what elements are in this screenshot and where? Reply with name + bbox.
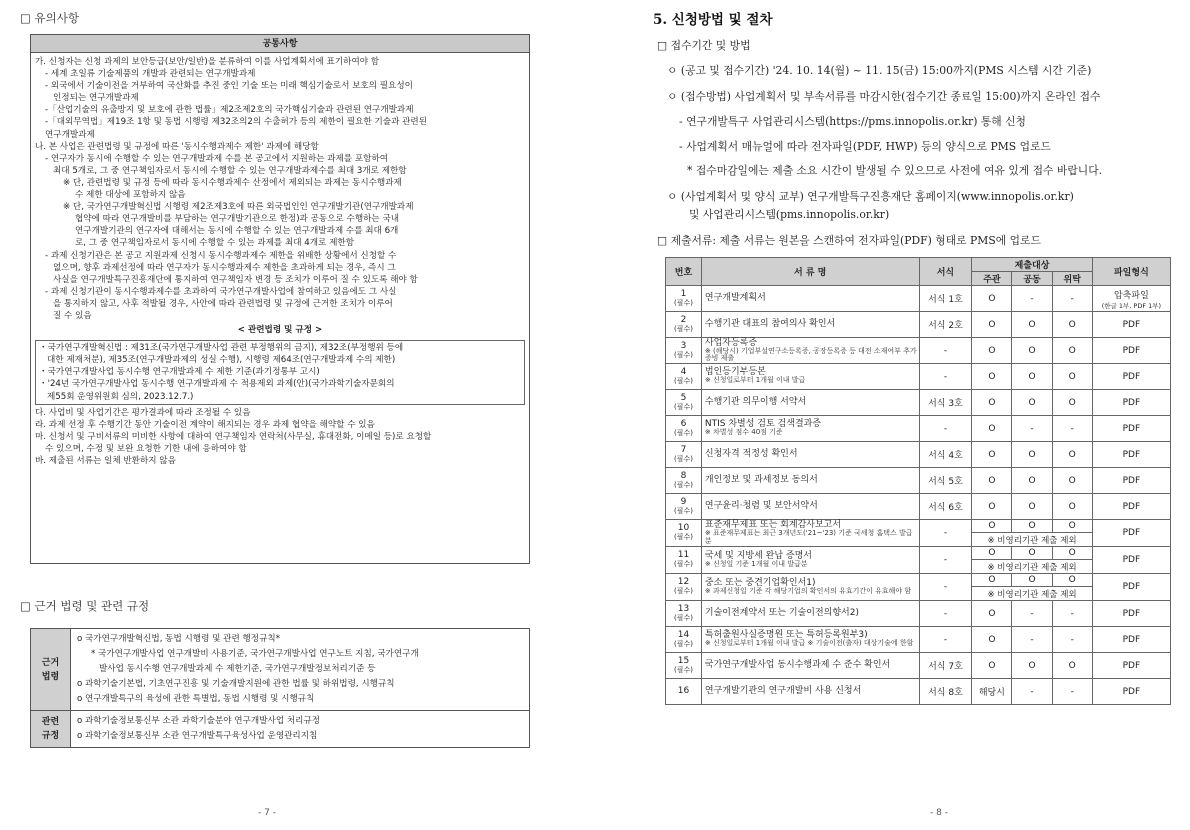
- doc-form: -: [919, 547, 972, 574]
- target-main: O: [972, 574, 1012, 587]
- table-row: [666, 312, 1171, 338]
- doc-number-value: 5: [680, 392, 687, 403]
- basis-item: o 과학기술정보통신부 소관 과학기술분야 연구개발사업 처리규정: [77, 716, 321, 726]
- basis-label-line: 관련: [41, 717, 60, 727]
- doc-name-text: 연구개발계획서: [704, 293, 766, 303]
- page-8: [595, 0, 1190, 830]
- target-joint: O: [1012, 494, 1052, 520]
- basis-label-line: 규정: [41, 731, 60, 741]
- doc-name-text: 법인등기부등본: [704, 367, 766, 378]
- doc-form: -: [919, 574, 972, 601]
- doc-format-value: PDF: [1122, 582, 1141, 592]
- target-joint: -: [1012, 679, 1052, 705]
- related-laws-title: < 관련법령 및 규정 >: [237, 325, 323, 336]
- required-tag: (필수): [673, 454, 693, 463]
- doc-form: -: [919, 338, 972, 364]
- doc-name-text: NTIS 차별성 검토 검색결과증: [704, 419, 822, 430]
- exclusion-note: ※ 비영리기관 제출 제외: [972, 560, 1092, 574]
- table-row: [666, 679, 1171, 705]
- doc-format: [1092, 442, 1170, 468]
- doc-format-value: PDF: [1122, 397, 1141, 408]
- procedure-line: - 사업계획서 매뉴얼에 따라 전자파일(PDF, HWP) 등의 양식으로 PMS 업로드: [679, 140, 1051, 153]
- doc-format-value: PDF: [1122, 319, 1141, 330]
- basis-label-line: 근거: [41, 657, 60, 668]
- target-main: O: [972, 338, 1012, 364]
- target-main: O: [972, 312, 1012, 338]
- col-joint: 공동: [1012, 272, 1052, 286]
- doc-number: [666, 364, 702, 390]
- table-row: [666, 547, 1171, 560]
- basis-heading: □ 근거 법령 및 관련 규정: [20, 599, 150, 613]
- notice-body: [31, 53, 529, 467]
- procedure-line: ㅇ (사업계획서 및 양식 교부) 연구개발특구진흥재단 홈페이지(www.innopolis.or.kr): [667, 190, 1074, 203]
- doc-name-text: 중소 또는 중견기업확인서1): [704, 577, 816, 588]
- doc-number-value: 3: [680, 340, 687, 351]
- doc-form: -: [919, 627, 972, 653]
- notice-line: ※ 단, 관련법령 및 규정 등에 따라 동시수행과제수 산정에서 제외되는 과제는 동시수행과제: [63, 177, 402, 188]
- doc-format: [1092, 653, 1170, 679]
- doc-name: [701, 653, 919, 679]
- doc-form: 서식 3호: [919, 390, 972, 416]
- notice-line: -「대외무역법」제19조 1항 및 동법 시행령 제32조의2의 수출허가 등의 제한이 필요한 기술과 관련된: [45, 117, 428, 128]
- target-joint: -: [1012, 601, 1052, 627]
- doc-name: [701, 390, 919, 416]
- doc-number-value: 4: [680, 366, 687, 377]
- doc-number-value: 12: [677, 577, 690, 587]
- doc-number-value: 15: [677, 655, 690, 666]
- table-row: [666, 286, 1171, 312]
- doc-name-text: 연구개발기관의 연구개발비 사용 신청서: [704, 686, 862, 696]
- target-consign: O: [1052, 364, 1092, 390]
- doc-form: -: [919, 364, 972, 390]
- notice-line: 수 있으며, 수정 및 보완 요청한 기한 내에 응하여야 함: [45, 443, 247, 454]
- required-tag: (필수): [673, 560, 693, 568]
- target-consign: -: [1052, 679, 1092, 705]
- related-law-line: ・국가연구개발혁신법 : 제31조(국가연구개발사업 관련 부정행위의 금지), 제32조(부정행위 등에: [39, 343, 404, 354]
- doc-name-text: 연구윤리·청렴 및 보안서약서: [704, 501, 818, 511]
- doc-format-value: PDF: [1122, 528, 1141, 538]
- doc-format-value: PDF: [1122, 501, 1141, 512]
- doc-number: [666, 494, 702, 520]
- target-consign: -: [1052, 286, 1092, 312]
- basis-label: [31, 711, 71, 748]
- target-main: O: [972, 416, 1012, 442]
- doc-format: [1092, 679, 1170, 705]
- doc-format-value: PDF: [1122, 660, 1141, 671]
- doc-format-value: PDF: [1122, 634, 1141, 645]
- basis-label-line: 법령: [41, 671, 60, 682]
- target-joint: O: [1012, 390, 1052, 416]
- basis-item: o 과학기술기본법, 기초연구진흥 및 기술개발지원에 관한 법률 및 하위법령, 시행규칙: [77, 679, 395, 689]
- related-laws-box: [35, 340, 525, 404]
- table-row: [666, 574, 1171, 587]
- target-main: O: [972, 286, 1012, 312]
- doc-name-text: 기술이전계약서 또는 기술이전의향서2): [704, 608, 859, 618]
- col-name: 서 류 명: [701, 258, 919, 286]
- notice-line: 바. 제출된 서류는 일체 반환하지 않음: [35, 456, 176, 466]
- doc-number: [666, 416, 702, 442]
- target-joint: O: [1012, 520, 1052, 533]
- doc-format-value: PDF: [1122, 475, 1141, 486]
- target-main: O: [972, 364, 1012, 390]
- doc-name-note: ※ 신청일로부터 1개월 이내 발급 ※ 기술이전(출자) 대상기술에 한함: [704, 639, 914, 648]
- target-joint: O: [1012, 547, 1052, 560]
- doc-name-note: ※ 신청일로부터 1개월 이내 발급: [704, 376, 806, 385]
- doc-name: [701, 494, 919, 520]
- doc-name-note: ※ 과제신청일 기준 각 해당기업의 확인서의 유효기간이 유효해야 함: [704, 586, 912, 595]
- notice-line: 연구개발과제: [45, 129, 95, 140]
- procedure-line: □ 제출서류: 제출 서류는 원본을 스캔하여 전자파일(PDF) 형태로 PMS에 업로드: [657, 234, 1041, 247]
- required-tag: (필수): [673, 402, 693, 411]
- doc-format: [1092, 416, 1170, 442]
- target-consign: O: [1052, 574, 1092, 587]
- doc-number-value: 2: [680, 314, 687, 325]
- doc-form: -: [919, 520, 972, 547]
- target-consign: -: [1052, 416, 1092, 442]
- notice-lines: [35, 56, 525, 322]
- table-row: [666, 601, 1171, 627]
- doc-format: [1092, 547, 1170, 574]
- target-joint: -: [1012, 627, 1052, 653]
- doc-name-note: ※ 표준재무제표는 최근 3개년도('21~'23) 기준 국세청 홈택스 발급분: [704, 529, 913, 545]
- doc-name: [701, 286, 919, 312]
- target-main: O: [972, 494, 1012, 520]
- exclusion-note: ※ 비영리기관 제출 제외: [972, 587, 1092, 601]
- notice-box: [30, 34, 530, 564]
- doc-number-value: 7: [680, 444, 687, 455]
- doc-name: [701, 416, 919, 442]
- target-consign: -: [1052, 627, 1092, 653]
- target-main: O: [972, 520, 1012, 533]
- doc-name: [701, 312, 919, 338]
- basis-item: o 연구개발특구의 육성에 관한 특별법, 동법 시행령 및 시행규칙: [77, 694, 315, 704]
- target-consign: O: [1052, 653, 1092, 679]
- doc-format: [1092, 574, 1170, 601]
- doc-form: 서식 2호: [919, 312, 972, 338]
- doc-number: [666, 601, 702, 627]
- target-consign: O: [1052, 547, 1092, 560]
- col-form: 서식: [919, 258, 972, 286]
- table-row: [666, 520, 1171, 533]
- doc-form: 서식 4호: [919, 442, 972, 468]
- doc-format: [1092, 601, 1170, 627]
- target-joint: O: [1012, 574, 1052, 587]
- required-tag: (필수): [673, 428, 693, 437]
- doc-form: 서식 8호: [919, 679, 972, 705]
- section-title: 5. 신청방법 및 절차: [653, 12, 773, 28]
- target-joint: O: [1012, 364, 1052, 390]
- doc-form: -: [919, 416, 972, 442]
- doc-number: [666, 286, 702, 312]
- doc-format-value: 압축파일: [1113, 290, 1149, 301]
- notice-line: 협약에 따라 연구개발비를 부담하는 연구개발기관으로 한정)과 공동으로 수행하는 국내: [75, 214, 400, 225]
- doc-format-value: PDF: [1122, 608, 1141, 619]
- target-joint: O: [1012, 468, 1052, 494]
- doc-number: [666, 679, 702, 705]
- notice-line: - 과제 신청기관이 동시수행과제수를 초과하여 국가연구개발사업에 참여하고 있음에도 그 사실: [45, 286, 397, 297]
- basis-label: [31, 629, 71, 711]
- notice-title: 공통사항: [31, 35, 529, 53]
- doc-number-value: 9: [680, 496, 687, 507]
- basis-row: [31, 711, 530, 748]
- doc-name: [701, 547, 919, 574]
- table-row: [666, 338, 1171, 364]
- basis-row: [31, 629, 530, 711]
- doc-name-note: ※ 신청일 기준 1개월 이내 발급분: [704, 559, 808, 568]
- notice-line: 나. 본 사업은 관련법령 및 규정에 따른 '동시수행과제수 제한' 과제에 해당함: [35, 141, 319, 152]
- target-consign: O: [1052, 494, 1092, 520]
- doc-format-value: PDF: [1122, 686, 1141, 697]
- documents-table: [665, 257, 1171, 705]
- doc-name: [701, 520, 919, 547]
- required-tag: (필수): [673, 298, 693, 307]
- doc-name: [701, 364, 919, 390]
- target-consign: O: [1052, 390, 1092, 416]
- notice-line: 인정되는 연구개발과제: [53, 93, 139, 104]
- doc-format-value: PDF: [1122, 423, 1141, 434]
- target-joint: O: [1012, 442, 1052, 468]
- notice-line: - 외국에서 기술이전을 거부하여 국산화를 추진 중인 기술 또는 미래 핵심기술로서 보호의 필요성이: [45, 81, 413, 92]
- doc-form: 서식 5호: [919, 468, 972, 494]
- doc-format: [1092, 338, 1170, 364]
- notice-line: 마. 신청서 및 구비서류의 미비한 사항에 대하여 연구책임자 연락처(사무실, 휴대전화, 이메일 등)로 요청할: [35, 431, 432, 442]
- doc-name: [701, 468, 919, 494]
- doc-number: [666, 520, 702, 547]
- notice-line: - 과제 신청기관은 본 공고 지원과제 신청시 동시수행과제수 제한을 위배한 상황에서 신청할 수: [45, 250, 397, 261]
- target-main: O: [972, 390, 1012, 416]
- page-number: - 8 -: [930, 808, 948, 818]
- procedure-line: □ 접수기간 및 방법: [657, 39, 751, 52]
- basis-item: 발사업 동시수행 연구개발과제 수 제한기준, 국가연구개발정보처리기준 등: [99, 664, 376, 674]
- doc-number-value: 10: [677, 523, 690, 533]
- target-main: 해당시: [972, 679, 1012, 705]
- target-consign: O: [1052, 312, 1092, 338]
- doc-name-text: 수행기관 의무이행 서약서: [704, 397, 807, 407]
- doc-format-value: PDF: [1122, 345, 1141, 356]
- notice-line: - 세계 초일류 기술제품의 개발과 관련되는 연구개발과제: [45, 69, 256, 80]
- required-tag: (필수): [673, 613, 693, 622]
- basis-table: [30, 628, 530, 748]
- doc-format: [1092, 364, 1170, 390]
- required-tag: (필수): [673, 480, 693, 489]
- doc-name-text: 국가연구개발사업 동시수행과제 수 준수 확인서: [704, 660, 891, 670]
- doc-number-value: 6: [680, 418, 687, 429]
- table-row: [666, 390, 1171, 416]
- procedure-line: ㅇ (접수방법) 사업계획서 및 부속서류를 마감시한(접수기간 종료일 15:00)까지 온라인 접수: [667, 90, 1101, 103]
- doc-name: [701, 574, 919, 601]
- doc-number: [666, 338, 702, 364]
- target-joint: O: [1012, 338, 1052, 364]
- target-consign: O: [1052, 520, 1092, 533]
- target-main: O: [972, 547, 1012, 560]
- doc-number: [666, 627, 702, 653]
- required-tag: (필수): [673, 324, 693, 333]
- doc-number-value: 13: [677, 603, 690, 614]
- doc-number: [666, 547, 702, 574]
- related-law-line: 대한 제재처분), 제35조(연구개발과제의 성실 수행), 시행령 제64조(연구개발과제 수의 제한): [47, 355, 396, 366]
- doc-format: [1092, 627, 1170, 653]
- required-tag: (필수): [673, 639, 693, 648]
- basis-item: o 국가연구개발혁신법, 동법 시행령 및 관련 행정규칙*: [77, 634, 281, 644]
- doc-name-text: 신청자격 적정성 확인서: [704, 449, 798, 459]
- doc-number: [666, 653, 702, 679]
- target-main: O: [972, 653, 1012, 679]
- target-main: O: [972, 442, 1012, 468]
- procedure-line: - 연구개발특구 사업관리시스템(https://pms.innopolis.or.kr) 통해 신청: [679, 115, 1026, 128]
- related-law-line: ・'24년 국가연구개발사업 동시수행 연구개발과제 수 적용제외 과제(안)(국가과학기술자문회의: [39, 379, 395, 390]
- doc-name-note: ※ (해당시) 기업부설연구소등록증, 공장등록증 등 대전 소재여부 추가증빙 제출: [704, 346, 917, 362]
- col-consign: 위탁: [1052, 272, 1092, 286]
- doc-name-text: 개인정보 및 과세정보 동의서: [704, 475, 818, 485]
- doc-format: [1092, 494, 1170, 520]
- table-row: [666, 627, 1171, 653]
- doc-format: [1092, 390, 1170, 416]
- required-tag: (필수): [673, 350, 693, 359]
- notice-line: 없으며, 향후 과제선정에 따라 연구자가 동시수행과제수 제한을 초과하게 되는 경우, 즉시 그: [53, 262, 396, 273]
- page-number: - 7 -: [258, 808, 276, 818]
- notice-line: 최대 5개로, 그 중 연구책임자로서 동시에 수행할 수 있는 연구개발과제수를 최대 3개로 제한함: [53, 165, 407, 176]
- required-tag: (필수): [673, 587, 693, 595]
- required-tag: (필수): [673, 376, 693, 385]
- basis-content: [71, 629, 530, 711]
- target-consign: O: [1052, 468, 1092, 494]
- doc-format: [1092, 468, 1170, 494]
- doc-format: [1092, 286, 1170, 312]
- doc-form: 서식 6호: [919, 494, 972, 520]
- doc-form: -: [919, 601, 972, 627]
- doc-format-value: PDF: [1122, 555, 1141, 565]
- notice-line: 수 제한 대상에 포함하지 않음: [75, 190, 186, 201]
- target-main: O: [972, 627, 1012, 653]
- notes-heading: □ 유의사항: [20, 11, 79, 25]
- notice-line: - 연구자가 동시에 수행할 수 있는 연구개발과제 수를 본 공고에서 지원하는 과제를 포함하여: [45, 153, 389, 164]
- required-tag: (필수): [673, 665, 693, 674]
- doc-number-value: 16: [677, 686, 690, 696]
- notice-line: 을 통지하지 않고, 사후 적발될 경우, 사안에 따라 관련법령 및 규정에 근거한 조치가 이루어: [53, 298, 393, 309]
- col-no: 번호: [666, 258, 702, 286]
- doc-format-note: (한글 1부, PDF 1부): [1101, 301, 1162, 310]
- doc-number: [666, 390, 702, 416]
- doc-name-text: 사업자등록증: [704, 337, 758, 348]
- doc-name-text: 국세 및 지방세 완납 증명서: [704, 550, 812, 561]
- doc-name: [701, 338, 919, 364]
- doc-number: [666, 442, 702, 468]
- doc-name: [701, 601, 919, 627]
- doc-name: [701, 442, 919, 468]
- doc-name-note: ※ 차별성 점수 40점 기준: [704, 428, 783, 437]
- doc-format-value: PDF: [1122, 449, 1141, 460]
- basis-item: o 과학기술정보통신부 소관 연구개발특구육성사업 운영관리지침: [77, 731, 318, 741]
- table-row: [666, 442, 1171, 468]
- doc-number: [666, 468, 702, 494]
- target-joint: -: [1012, 286, 1052, 312]
- procedure-line: 및 사업관리시스템(pms.innopolis.or.kr): [689, 208, 890, 221]
- table-row: [666, 468, 1171, 494]
- table-row: [666, 416, 1171, 442]
- target-consign: O: [1052, 338, 1092, 364]
- target-main: O: [972, 468, 1012, 494]
- target-joint: -: [1012, 416, 1052, 442]
- doc-name: [701, 679, 919, 705]
- related-law-line: ・국가연구개발사업 동시수행 연구개발과제 수 제한 기준(과기정통부 고시): [39, 367, 320, 378]
- doc-name: [701, 627, 919, 653]
- target-joint: O: [1012, 653, 1052, 679]
- notice-line: ※ 단, 국가연구개발혁신법 시행령 제2조제3호에 따른 외국법인인 연구개발기관(연구개발과제: [63, 202, 414, 213]
- doc-format: [1092, 312, 1170, 338]
- doc-number-value: 11: [677, 550, 690, 560]
- notice-line: 가. 신청자는 신청 과제의 보안등급(보안/일반)을 분류하여 이를 사업계획서에 표기하여야 함: [35, 57, 380, 67]
- notice-line: 로, 그 중 연구책임자로서 동시에 수행할 수 있는 과제를 최대 4개로 제한함: [75, 238, 354, 249]
- target-consign: O: [1052, 442, 1092, 468]
- doc-form: 서식 7호: [919, 653, 972, 679]
- procedure-line: * 접수마감일에는 제출 소요 시간이 발생될 수 있으므로 사전에 여유 있게 접수 바랍니다.: [687, 164, 1103, 177]
- required-tag: (필수): [673, 533, 693, 541]
- col-format: 파일형식: [1092, 258, 1170, 286]
- table-row: [666, 653, 1171, 679]
- doc-number: [666, 312, 702, 338]
- notice-line: -「산업기술의 유출방지 및 보호에 관한 법률」제2조제2호의 국가핵심기술과 관련된 연구개발과제: [45, 105, 414, 116]
- procedure-line: ㅇ (공고 및 접수기간) '24. 10. 14(월) ~ 11. 15(금) 15:00까지(PMS 시스템 시간 기준): [667, 64, 1092, 77]
- basis-content: [71, 711, 530, 748]
- target-main: O: [972, 601, 1012, 627]
- doc-format-value: PDF: [1122, 371, 1141, 382]
- target-joint: O: [1012, 312, 1052, 338]
- related-law-line: 제55회 운영위원회 심의, 2023.12.7.): [47, 391, 194, 402]
- required-tag: (필수): [673, 506, 693, 515]
- exclusion-note: ※ 비영리기관 제출 제외: [972, 533, 1092, 547]
- notice-line: 다. 사업비 및 사업기간은 평가결과에 따라 조정될 수 있음: [35, 407, 251, 418]
- table-row: [666, 494, 1171, 520]
- col-target: 제출대상: [972, 258, 1092, 272]
- table-row: [666, 364, 1171, 390]
- notice-tail: [35, 407, 525, 467]
- notice-line: 연구개발기관의 연구자에 대해서는 동시에 수행할 수 있는 연구개발과제 수를 최대 6개: [75, 226, 399, 237]
- doc-form: 서식 1호: [919, 286, 972, 312]
- doc-number-value: 8: [680, 470, 687, 481]
- notice-line: 라. 과제 선정 후 수행기간 동안 기술이전 계약이 해지되는 경우 과제 협약을 해약할 수 있음: [35, 419, 375, 430]
- doc-number-value: 1: [680, 288, 687, 299]
- doc-name-text: 표준재무제표 또는 회계감사보고서: [704, 520, 842, 530]
- doc-name-text: 수행기관 대표의 참여의사 확인서: [704, 319, 836, 329]
- notice-line: 질 수 있음: [53, 310, 92, 321]
- doc-number: [666, 574, 702, 601]
- basis-item: * 국가연구개발사업 연구개발비 사용기준, 국가연구개발사업 연구노트 지침, 국가연구개: [91, 649, 419, 659]
- notice-line: 사실을 연구개발특구진흥재단에 통지하여 연구책임자 변경 등 조치가 이루어 질 수 있도록 해야 함: [53, 274, 418, 285]
- documents-table-body: [666, 286, 1171, 705]
- col-main: 주관: [972, 272, 1012, 286]
- doc-format: [1092, 520, 1170, 547]
- doc-number-value: 14: [677, 629, 690, 640]
- doc-name-text: 특허출원사실증명원 또는 특허등록원부3): [704, 630, 868, 641]
- target-consign: -: [1052, 601, 1092, 627]
